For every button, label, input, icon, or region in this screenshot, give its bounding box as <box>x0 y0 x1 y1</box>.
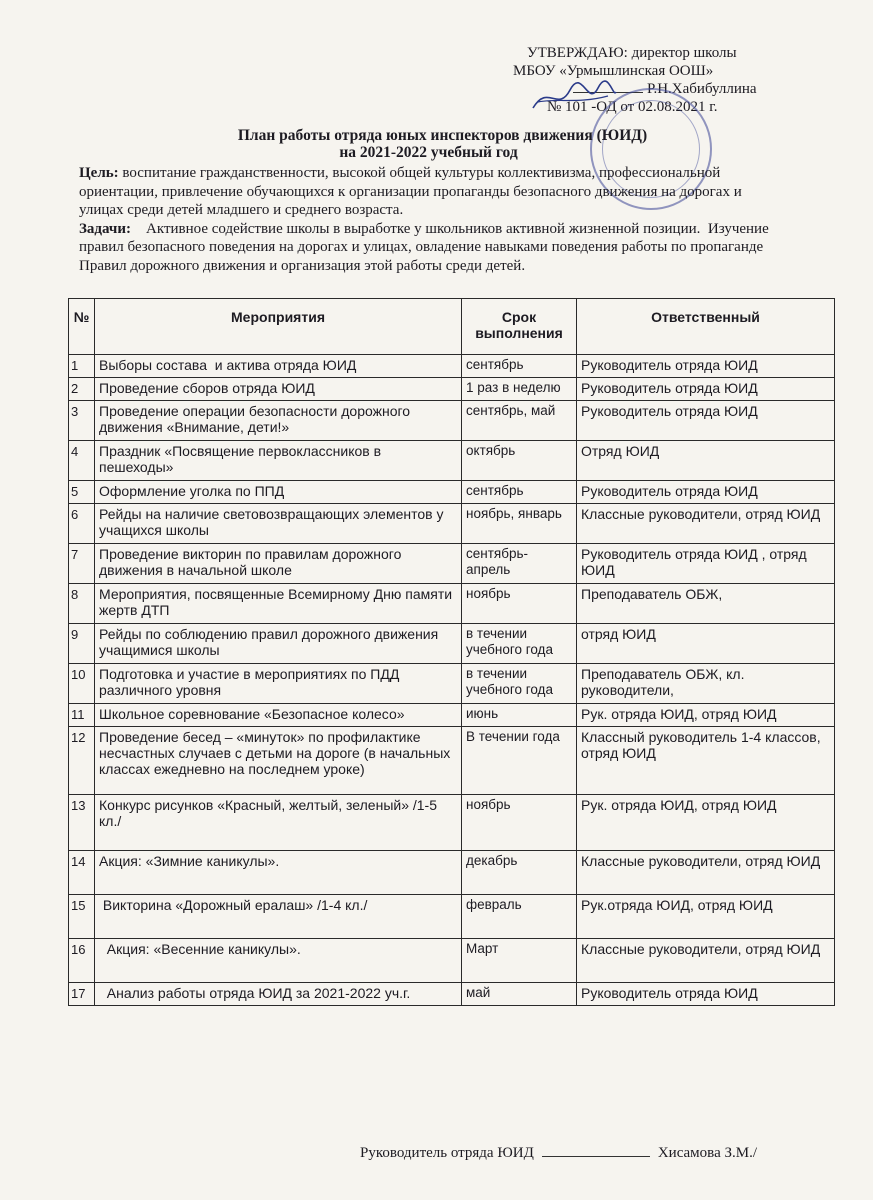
row-event: Подготовка и участие в мероприятиях по ПДД различного уровня <box>95 664 462 704</box>
table-row <box>69 939 835 983</box>
row-num: 5 <box>69 481 95 504</box>
row-event: Оформление уголка по ППД <box>95 481 462 504</box>
goal-label: Цель: <box>79 165 119 181</box>
row-resp: Рук. отряда ЮИД, отряд ЮИД <box>577 795 835 851</box>
row-date: декабрь <box>462 851 577 895</box>
row-date: в течении учебного года <box>462 664 577 704</box>
row-event: Праздник «Посвящение первоклассников в пешеходы» <box>95 441 462 481</box>
header-resp: Ответственный <box>577 299 835 355</box>
row-date: В течении года <box>462 727 577 795</box>
row-resp: Руководитель отряда ЮИД <box>577 481 835 504</box>
row-event: Рейды по соблюдению правил дорожного движения учащимися школы <box>95 624 462 664</box>
row-event: Школьное соревнование «Безопасное колесо» <box>95 704 462 727</box>
row-event: Конкурс рисунков «Красный, желтый, зеленый» /1-5 кл./ <box>95 795 462 851</box>
tasks-text: Активное содействие школы в выработке у школьников активной жизненной позиции. Изучение правил безопасного поведения на дорогах и улицах, овладение навыками поведения работы по пропаганде Правил дорожного движения и организация этой работы среди детей. <box>79 220 773 274</box>
row-num: 9 <box>69 624 95 664</box>
row-resp: Руководитель отряда ЮИД <box>577 401 835 441</box>
table-row <box>69 441 835 481</box>
row-event: Выборы состава и актива отряда ЮИД <box>95 355 462 378</box>
header-event: Мероприятия <box>95 299 462 355</box>
goal-paragraph <box>79 164 779 220</box>
footer-name: Хисамова З.М./ <box>657 1145 757 1161</box>
row-resp: Преподаватель ОБЖ, <box>577 584 835 624</box>
row-date: сентябрь <box>462 481 577 504</box>
row-event: Проведение сборов отряда ЮИД <box>95 378 462 401</box>
row-resp: Рук.отряда ЮИД, отряд ЮИД <box>577 895 835 939</box>
row-date: Март <box>462 939 577 983</box>
row-event: Анализ работы отряда ЮИД за 2021-2022 уч.г. <box>95 983 462 1006</box>
row-event: Мероприятия, посвященные Всемирному Дню памяти жертв ДТП <box>95 584 462 624</box>
row-num: 13 <box>69 795 95 851</box>
row-date: июнь <box>462 704 577 727</box>
director-name: Р.Н.Хабибуллина <box>647 81 757 97</box>
row-num: 15 <box>69 895 95 939</box>
row-date: ноябрь <box>462 795 577 851</box>
table-row <box>69 504 835 544</box>
row-event: Акция: «Зимние каникулы». <box>95 851 462 895</box>
row-date: сентябрь-апрель <box>462 544 577 584</box>
row-num: 17 <box>69 983 95 1006</box>
row-event: Викторина «Дорожный ералаш» /1-4 кл./ <box>95 895 462 939</box>
row-resp: Руководитель отряда ЮИД , отряд ЮИД <box>577 544 835 584</box>
table-row <box>69 983 835 1006</box>
header-num: № <box>69 299 95 355</box>
table-row <box>69 727 835 795</box>
row-date: ноябрь, январь <box>462 504 577 544</box>
table-row <box>69 851 835 895</box>
approval-line-1: УТВЕРЖДАЮ: директор школы <box>527 45 737 61</box>
signature-scribble <box>528 78 618 118</box>
table-row <box>69 378 835 401</box>
table-row <box>69 481 835 504</box>
footer-role: Руководитель отряда ЮИД <box>360 1145 534 1161</box>
row-date: сентябрь, май <box>462 401 577 441</box>
row-resp: Рук. отряда ЮИД, отряд ЮИД <box>577 704 835 727</box>
footer-sign-line <box>542 1156 650 1157</box>
page-subtitle: на 2021-2022 учебный год <box>339 144 518 161</box>
row-num: 11 <box>69 704 95 727</box>
row-resp: Руководитель отряда ЮИД <box>577 355 835 378</box>
row-num: 6 <box>69 504 95 544</box>
row-resp: Классный руководитель 1-4 классов, отряд ЮИД <box>577 727 835 795</box>
row-date: май <box>462 983 577 1006</box>
row-resp: Классные руководители, отряд ЮИД <box>577 851 835 895</box>
row-date: в течении учебного года <box>462 624 577 664</box>
row-date: февраль <box>462 895 577 939</box>
table-row <box>69 544 835 584</box>
row-num: 7 <box>69 544 95 584</box>
row-num: 3 <box>69 401 95 441</box>
goal-text: воспитание гражданственности, высокой общей культуры коллективизма, профессиональной ориентации, привлечение обучающихся к организации пропаганды безопасного движения на дорогах и улицах среди детей младшего и среднего возраста. <box>79 165 742 218</box>
row-event: Проведение викторин по правилам дорожного движения в начальной школе <box>95 544 462 584</box>
table-row <box>69 401 835 441</box>
row-date: ноябрь <box>462 584 577 624</box>
row-resp: Отряд ЮИД <box>577 441 835 481</box>
row-resp: Преподаватель ОБЖ, кл. руководители, <box>577 664 835 704</box>
row-num: 2 <box>69 378 95 401</box>
row-num: 14 <box>69 851 95 895</box>
table-row <box>69 895 835 939</box>
row-num: 8 <box>69 584 95 624</box>
row-event: Рейды на наличие световозвращающих элементов у учащихся школы <box>95 504 462 544</box>
row-resp: Классные руководители, отряд ЮИД <box>577 504 835 544</box>
row-date: сентябрь <box>462 355 577 378</box>
table-row <box>69 795 835 851</box>
row-date: 1 раз в неделю <box>462 378 577 401</box>
page-title: План работы отряда юных инспекторов движения (ЮИД) <box>237 127 648 144</box>
row-resp: Руководитель отряда ЮИД <box>577 983 835 1006</box>
tasks-paragraph <box>79 220 779 276</box>
row-event: Проведение бесед – «минуток» по профилактике несчастных случаев с детьми на дороге (в начальных классах ежедневно на последнем уроке) <box>95 727 462 795</box>
header-date: Срок выполнения <box>462 299 577 355</box>
approval-line-4: № 101 -ОД от 02.08.2021 г. <box>547 99 718 115</box>
row-num: 4 <box>69 441 95 481</box>
row-date: октябрь <box>462 441 577 481</box>
tasks-label: Задачи: <box>79 220 132 237</box>
row-resp: Руководитель отряда ЮИД <box>577 378 835 401</box>
table-row <box>69 664 835 704</box>
footer-signature <box>360 1145 757 1162</box>
table-header-row <box>69 299 835 355</box>
table-row <box>69 624 835 664</box>
intro-text <box>79 164 779 275</box>
table-row <box>69 355 835 378</box>
row-event: Проведение операции безопасности дорожного движения «Внимание, дети!» <box>95 401 462 441</box>
row-event: Акция: «Весенние каникулы». <box>95 939 462 983</box>
row-num: 16 <box>69 939 95 983</box>
plan-table <box>68 298 835 1006</box>
row-resp: отряд ЮИД <box>577 624 835 664</box>
row-num: 10 <box>69 664 95 704</box>
row-resp: Классные руководители, отряд ЮИД <box>577 939 835 983</box>
approval-line-2: МБОУ «Урмышлинская ООШ» <box>513 63 714 79</box>
row-num: 1 <box>69 355 95 378</box>
table-row <box>69 704 835 727</box>
table-row <box>69 584 835 624</box>
row-num: 12 <box>69 727 95 795</box>
